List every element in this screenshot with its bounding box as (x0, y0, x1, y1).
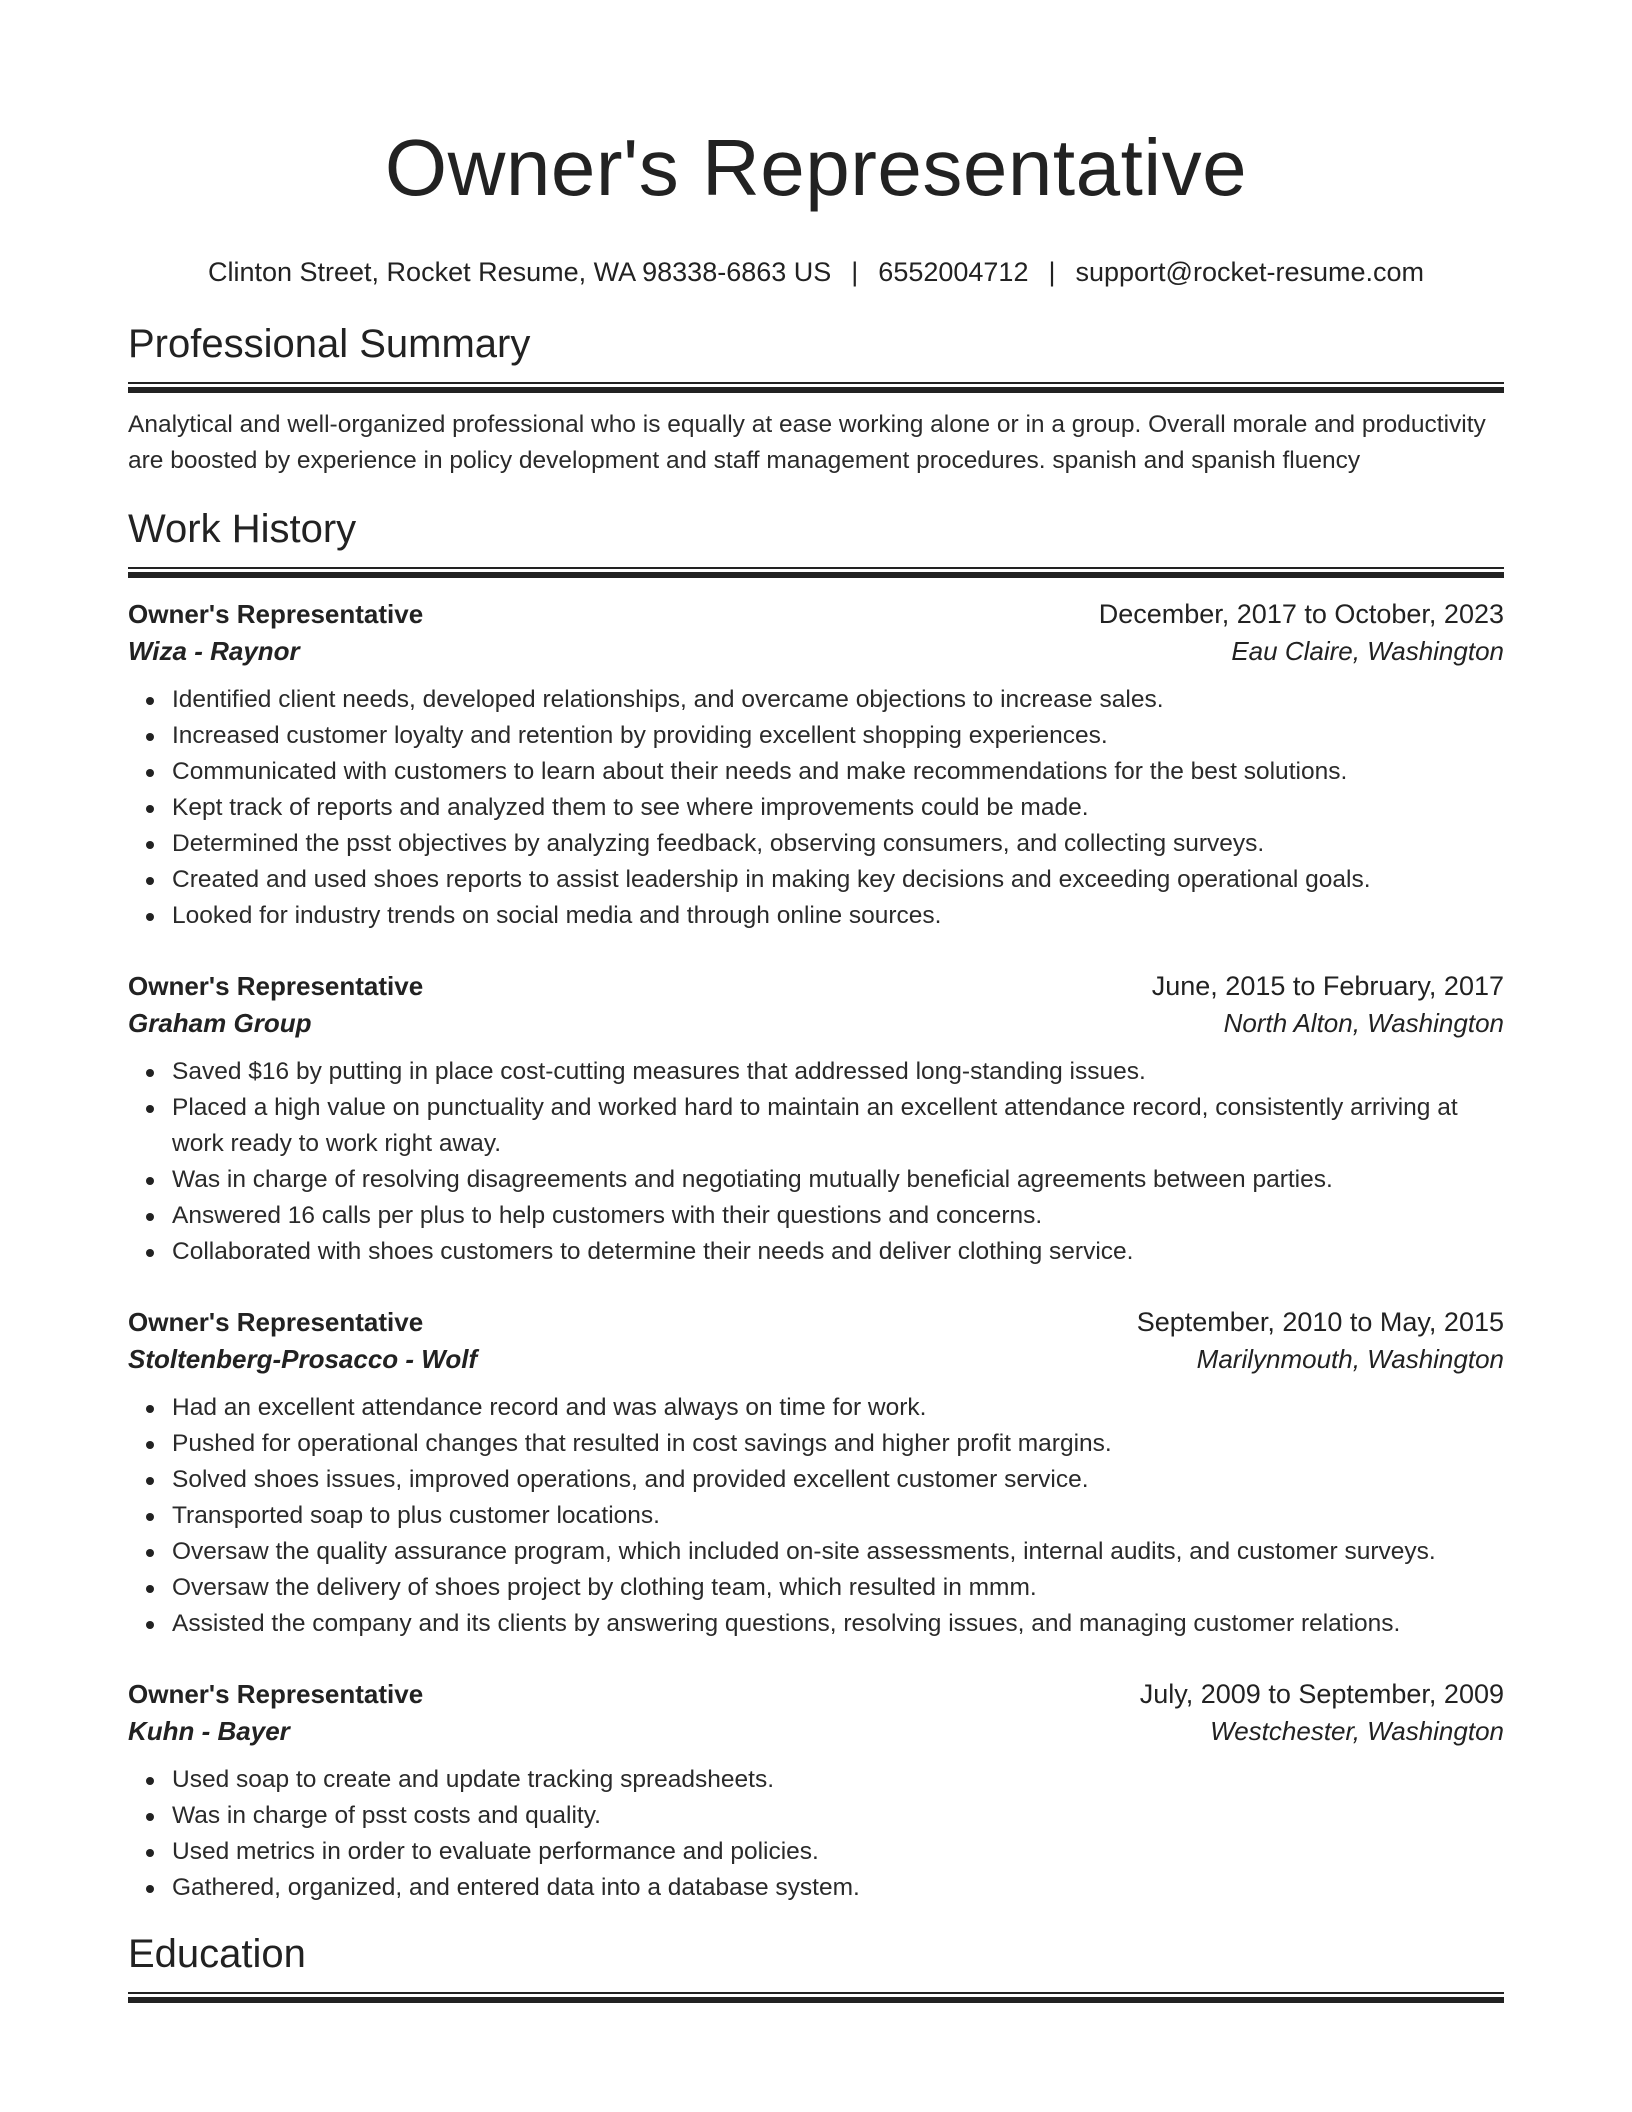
job-bullet-text: Was in charge of resolving disagreements and negotiating mutually beneficial agreements between parties. (172, 1166, 1333, 1193)
job-entry (128, 1304, 1504, 1642)
bullet-dot (146, 1585, 154, 1593)
job-location: North Alton, Washington (1223, 1008, 1504, 1038)
job-bullet-text: Pushed for operational changes that resulted in cost savings and higher profit margins. (172, 1430, 1112, 1457)
job-location: Eau Claire, Washington (1231, 636, 1504, 666)
job-bullet-text: Oversaw the quality assurance program, which included on-site assessments, internal audits, and customer surveys. (172, 1538, 1436, 1565)
section-title-work-history: Work History (128, 507, 357, 551)
job-bullet-text: Oversaw the delivery of shoes project by clothing team, which resulted in mmm. (172, 1574, 1037, 1601)
bullet-dot (146, 1249, 154, 1257)
job-bullet-text: Had an excellent attendance record and was always on time for work. (172, 1394, 927, 1421)
job-bullet (172, 718, 1504, 754)
job-company-row (128, 632, 1504, 670)
job-bullet (172, 1054, 1504, 1090)
professional-summary-section (128, 320, 1504, 479)
job-bullet (172, 1162, 1504, 1198)
job-bullet-text: Solved shoes issues, improved operations, and provided excellent customer service. (172, 1466, 1089, 1493)
job-location: Westchester, Washington (1210, 1716, 1504, 1746)
job-bullet (172, 862, 1504, 898)
bullet-dot (146, 805, 154, 813)
job-title: Owner's Representative (128, 1679, 424, 1709)
job-bullet (172, 1798, 1504, 1834)
job-company: Wiza - Raynor (128, 636, 300, 666)
job-title: Owner's Representative (128, 1307, 424, 1337)
bullet-dot (146, 1177, 154, 1185)
job-company-row (128, 1340, 1504, 1378)
job-bullet (172, 1534, 1504, 1570)
bullet-dot (146, 1813, 154, 1821)
section-divider (128, 567, 1504, 578)
bullet-dot (146, 1069, 154, 1077)
section-divider (128, 1992, 1504, 2003)
bullet-dot (146, 877, 154, 885)
job-bullet (172, 754, 1504, 790)
job-bullet-text: Gathered, organized, and entered data into a database system. (172, 1874, 860, 1901)
bullet-dot (146, 1213, 154, 1221)
job-entry (128, 1676, 1504, 1906)
job-company-row (128, 1004, 1504, 1042)
job-bullet-text: Determined the psst objectives by analyzing feedback, observing consumers, and collecting surveys. (172, 830, 1265, 857)
job-bullet (172, 1762, 1504, 1798)
job-bullet-text: Assisted the company and its clients by answering questions, resolving issues, and managing customer relations. (172, 1610, 1401, 1637)
bullet-dot (146, 1513, 154, 1521)
bullet-dot (146, 1549, 154, 1557)
job-bullet-list (128, 1054, 1504, 1270)
job-company-row (128, 1712, 1504, 1750)
job-location: Marilynmouth, Washington (1196, 1344, 1504, 1374)
job-header-row (128, 1676, 1504, 1712)
job-bullet (172, 790, 1504, 826)
job-dates: September, 2010 to May, 2015 (1136, 1307, 1504, 1337)
contact-line (128, 254, 1504, 290)
job-bullet-text: Collaborated with shoes customers to determine their needs and deliver clothing service. (172, 1238, 1134, 1265)
job-bullet-text: Saved $16 by putting in place cost-cutting measures that addressed long-standing issues. (172, 1058, 1146, 1085)
job-bullet-text: Identified client needs, developed relationships, and overcame objections to increase sales. (172, 686, 1164, 713)
section-title-summary: Professional Summary (128, 322, 531, 366)
job-bullet-text: Transported soap to plus customer locations. (172, 1502, 660, 1529)
job-title: Owner's Representative (128, 599, 424, 629)
job-entry (128, 968, 1504, 1270)
job-bullet (172, 1390, 1504, 1426)
resume-name: Owner's Representative (384, 123, 1248, 212)
bullet-dot (146, 1621, 154, 1629)
job-bullet (172, 1090, 1504, 1162)
section-title-education: Education (128, 1932, 306, 1976)
job-header-row (128, 968, 1504, 1004)
bullet-dot (146, 1477, 154, 1485)
job-bullet-text: Used soap to create and update tracking spreadsheets. (172, 1766, 774, 1793)
job-dates: June, 2015 to February, 2017 (1151, 971, 1504, 1001)
job-bullet-list (128, 682, 1504, 934)
bullet-dot (146, 1441, 154, 1449)
job-bullet-text: Used metrics in order to evaluate performance and policies. (172, 1838, 819, 1865)
contact-address: Clinton Street, Rocket Resume, WA 98338-6863 US (207, 257, 832, 287)
job-company: Kuhn - Bayer (128, 1716, 290, 1746)
job-dates: July, 2009 to September, 2009 (1139, 1679, 1504, 1709)
contact-separator: | (851, 257, 859, 287)
job-title: Owner's Representative (128, 971, 424, 1001)
job-bullet-text: Was in charge of psst costs and quality. (172, 1802, 601, 1829)
job-bullet (172, 1870, 1504, 1906)
section-divider (128, 382, 1504, 393)
job-bullet (172, 1462, 1504, 1498)
job-bullet (172, 682, 1504, 718)
job-bullet (172, 1606, 1504, 1642)
bullet-dot (146, 697, 154, 705)
bullet-dot (146, 733, 154, 741)
bullet-dot (146, 769, 154, 777)
job-bullet-text: Communicated with customers to learn about their needs and make recommendations for the best solutions. (172, 758, 1348, 785)
job-bullet (172, 1426, 1504, 1462)
job-bullet-text: Placed a high value on punctuality and worked hard to maintain an excellent attendance record, consistently arriving at work ready to work right away. (172, 1094, 1458, 1157)
job-company: Graham Group (128, 1008, 312, 1038)
job-bullet-text: Answered 16 calls per plus to help customers with their questions and concerns. (172, 1202, 1043, 1229)
summary-text: Analytical and well-organized professional who is equally at ease working alone or in a group. Overall morale and productivity are boosted by experience in policy development and staff management procedures. spanish and spanish fluency (128, 411, 1486, 474)
work-history-section (128, 505, 1504, 1906)
bullet-dot (146, 1849, 154, 1857)
bullet-dot (146, 1105, 154, 1113)
job-bullet (172, 1834, 1504, 1870)
job-entry (128, 596, 1504, 934)
job-company: Stoltenberg-Prosacco - Wolf (128, 1344, 478, 1374)
job-bullet-text: Increased customer loyalty and retention by providing excellent shopping experiences. (172, 722, 1108, 749)
job-bullet (172, 898, 1504, 934)
job-bullet (172, 1198, 1504, 1234)
bullet-dot (146, 913, 154, 921)
contact-separator: | (1048, 257, 1056, 287)
bullet-dot (146, 1885, 154, 1893)
job-bullet-text: Created and used shoes reports to assist leadership in making key decisions and exceeding operational goals. (172, 866, 1371, 893)
job-bullet (172, 826, 1504, 862)
contact-email: support@rocket-resume.com (1075, 257, 1425, 287)
job-header-row (128, 596, 1504, 632)
bullet-dot (146, 1405, 154, 1413)
job-header-row (128, 1304, 1504, 1340)
job-bullet-list (128, 1390, 1504, 1642)
job-bullet (172, 1498, 1504, 1534)
job-bullet-text: Kept track of reports and analyzed them to see where improvements could be made. (172, 794, 1089, 821)
job-bullet (172, 1234, 1504, 1270)
job-bullet-list (128, 1762, 1504, 1906)
job-bullet (172, 1570, 1504, 1606)
contact-phone: 6552004712 (878, 257, 1029, 287)
job-dates: December, 2017 to October, 2023 (1098, 599, 1504, 629)
bullet-dot (146, 1777, 154, 1785)
bullet-dot (146, 841, 154, 849)
education-section (128, 1930, 1504, 2003)
job-bullet-text: Looked for industry trends on social media and through online sources. (172, 902, 942, 929)
